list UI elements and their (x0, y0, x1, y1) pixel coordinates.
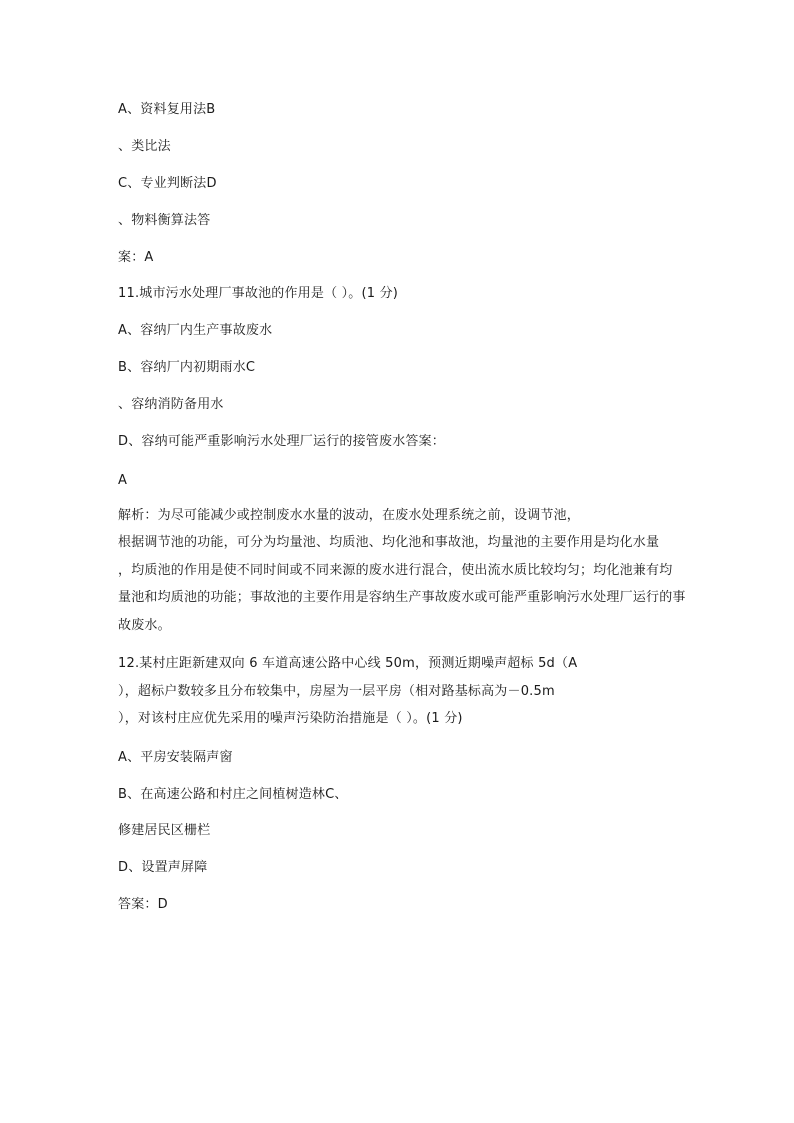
q11-analysis-line: 解析：为尽可能减少或控制废水水量的波动，在废水处理系统之前，设调节池， (118, 508, 581, 523)
q12-question-line: ），对该村庄应优先采用的噪声污染防治措施是（ ）。(1 分) (118, 711, 463, 726)
q11-analysis-line: 根据调节池的功能，可分为均量池、均质池、均化池和事故池，均量池的主要作用是均化水量 (118, 535, 660, 550)
q12-option-d: D、设置声屏障 (118, 860, 208, 875)
q11-option-c: 、容纳消防备用水 (118, 397, 224, 412)
q10-option-a: A、资料复用法B (118, 102, 216, 117)
q11-analysis-line: 量池和均质池的功能；事故池的主要作用是容纳生产事故废水或可能严重影响污水处理厂运行的事 (118, 590, 686, 605)
q12-option-c: 修建居民区栅栏 (118, 823, 211, 838)
q11-option-b: B、容纳厂内初期雨水C (118, 360, 256, 375)
q11-analysis-line: 故废水。 (118, 618, 171, 633)
q11-question: 11.城市污水处理厂事故池的作用是（ ）。(1 分) (118, 286, 399, 301)
q11-option-a: A、容纳厂内生产事故废水 (118, 323, 273, 338)
q12-question-line: ），超标户数较多且分布较集中，房屋为一层平房（相对路基标高为－0.5m (118, 684, 555, 699)
q11-analysis-line: ，均质池的作用是使不同时间或不同来源的废水进行混合，使出流水质比较均匀；均化池兼有均 (118, 563, 673, 578)
q12-option-a: A、平房安装隔声窗 (118, 750, 233, 765)
q12-answer: 答案：D (118, 897, 168, 912)
q12-option-b: B、在高速公路和村庄之间植树造林C、 (118, 787, 348, 802)
q10-option-b: 、类比法 (118, 139, 171, 154)
q11-option-d: D、容纳可能严重影响污水处理厂运行的接管废水答案： (118, 434, 446, 449)
q12-question-line: 12.某村庄距新建双向 6 车道高速公路中心线 50m，预测近期噪声超标 5d（A (118, 656, 578, 671)
q10-answer: 案：A (118, 250, 154, 265)
q11-answer: A (118, 473, 128, 488)
q10-option-d: 、物料衡算法答 (118, 213, 211, 228)
q10-option-c: C、专业判断法D (118, 176, 217, 191)
